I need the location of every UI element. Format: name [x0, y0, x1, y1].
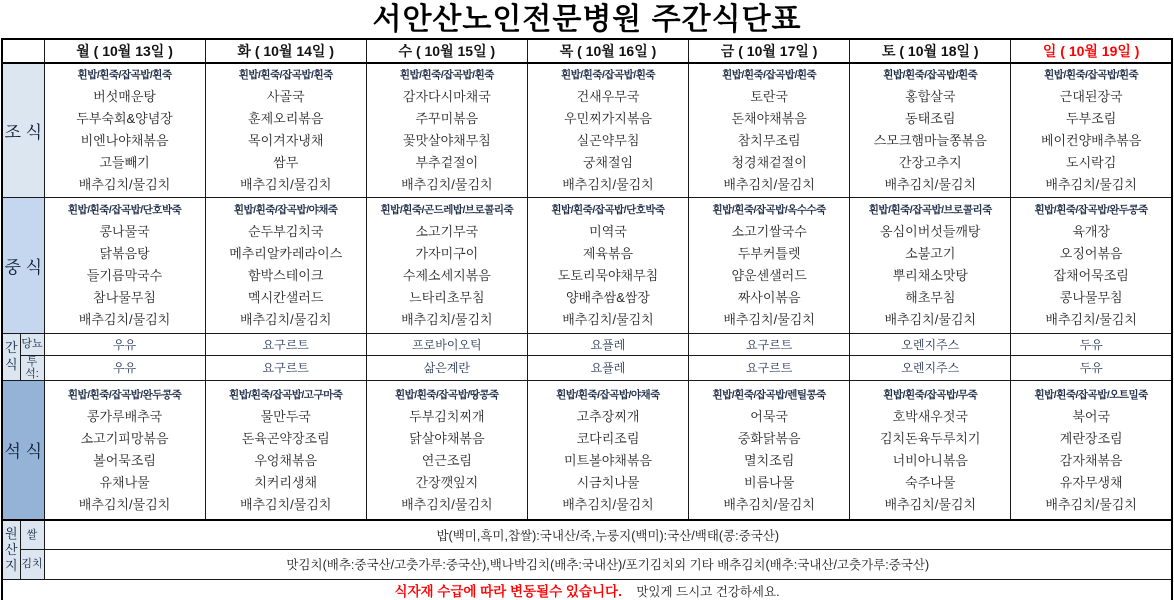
menu-item: 흰밥/흰죽/잡곡밥/옥수수죽	[712, 204, 826, 216]
menu-item: 건새우무국	[576, 89, 640, 105]
corner-cell	[2, 39, 44, 63]
snack-cell-diabetes-tue: 요구르트	[205, 333, 366, 355]
snack-cell-dialysis-thu: 요플레	[527, 355, 688, 380]
menu-item: 흰밥/흰죽/잡곡밥/흰죽	[560, 69, 656, 82]
menu-item: 옹심이버섯들깨탕	[880, 224, 981, 239]
menu-item: 흰밥/흰죽/잡곡밥/흰죽	[399, 69, 494, 82]
menu-item: 오징어볶음	[1059, 246, 1123, 261]
day-header-sun: 일 ( 10월 19일 )	[1011, 39, 1172, 63]
snack-cell-dialysis-sat: 오렌지주스	[850, 355, 1011, 380]
menu-item: 사골국	[266, 89, 305, 105]
menu-item: 흰밥/흰죽/잡곡밥/야채죽	[233, 204, 338, 216]
row-label-breakfast: 조 식	[2, 63, 44, 197]
menu-item: 훈제오리볶음	[248, 111, 324, 127]
menu-item: 콩가루배추국	[86, 408, 163, 424]
menu-item: 궁채절임	[582, 155, 634, 171]
menu-item: 배추김치/물김치	[723, 177, 815, 193]
dinner-row	[2, 380, 1172, 520]
menu-item: 얌운센샐러드	[731, 268, 807, 283]
menu-item: 배추김치/물김치	[239, 312, 332, 327]
menu-item: 근대된장국	[1059, 89, 1123, 105]
snack-cell-diabetes-fri: 요구르트	[689, 333, 850, 355]
menu-item: 꽃맛살야채무침	[402, 133, 491, 149]
menu-cell-dinner-sat	[850, 380, 1011, 520]
menu-item: 목이겨자냉채	[248, 133, 324, 149]
menu-item: 동태조림	[905, 111, 956, 127]
menu-item: 흰밥/흰죽/잡곡밥/브로콜리죽	[868, 204, 992, 216]
menu-item: 우민찌가지볶음	[564, 111, 652, 127]
menu-cell-dinner-mon	[44, 380, 205, 520]
menu-item: 흰밥/흰죽/잡곡밥/흰죽	[238, 69, 333, 82]
menu-item: 흰밥/흰죽/잡곡밥/무죽	[883, 388, 978, 401]
menu-item: 참치무조림	[737, 133, 801, 149]
menu-item: 수제소세지볶음	[402, 268, 491, 283]
menu-item: 느타리초무침	[409, 290, 485, 305]
menu-item: 물만두국	[260, 408, 311, 424]
menu-item: 간장고추지	[898, 155, 962, 171]
menu-item: 감자다시마채국	[402, 89, 491, 105]
menu-item: 흰밥/흰죽/잡곡밥/흰죽	[1044, 69, 1139, 82]
footer-note-red: 식자재 수급에 따라 변동될수 있습니다.	[394, 583, 622, 599]
menu-item: 양배추쌈&쌈장	[565, 290, 650, 305]
menu-item: 흰밥/흰죽/잡곡밥/완두콩죽	[67, 388, 182, 401]
snack-row-dialysis	[2, 355, 1172, 380]
menu-item: 유채나물	[99, 474, 150, 490]
menu-item: 배추김치/물김치	[1045, 312, 1137, 327]
snack-row-diabetes	[2, 333, 1172, 355]
lunch-row	[2, 197, 1172, 333]
menu-item: 볼어묵조림	[93, 452, 156, 468]
menu-item: 연근조림	[421, 452, 472, 468]
menu-item: 흰밥/흰죽/잡곡밥/단호박죽	[67, 204, 182, 216]
menu-item: 배추김치/물김치	[401, 312, 493, 327]
row-label-origin-rice: 쌀	[20, 520, 44, 549]
menu-item: 흰밥/흰죽/잡곡밥/단호박죽	[551, 204, 665, 216]
menu-item: 시금치나물	[576, 474, 640, 490]
menu-item: 간장깻잎지	[415, 474, 479, 490]
menu-item: 배추김치/물김치	[78, 177, 171, 193]
day-header-wed: 수 ( 10월 15일 )	[366, 39, 527, 63]
menu-cell-lunch-sun	[1011, 197, 1172, 333]
menu-item: 흰밥/흰죽/잡곡밥/고구마죽	[229, 388, 343, 401]
menu-item: 해초무침	[905, 290, 956, 305]
menu-item: 배추김치/물김치	[884, 496, 977, 512]
menu-item: 콩나물국	[99, 224, 150, 239]
menu-item: 토란국	[750, 89, 788, 105]
row-label-snack: 간식	[2, 333, 20, 380]
menu-cell-breakfast-sat	[850, 63, 1011, 197]
page-title: 서안산노인전문병원 주간식단표	[372, 3, 802, 36]
menu-item: 소고기피망볶음	[80, 430, 169, 446]
menu-item: 주꾸미볶음	[415, 111, 479, 127]
menu-item: 스모크햄마늘쫑볶음	[873, 133, 987, 149]
menu-item: 배추김치/물김치	[723, 496, 815, 512]
snack-cell-diabetes-sun: 두유	[1011, 333, 1172, 355]
menu-item: 코다리조림	[576, 430, 640, 446]
menu-item: 두부김치찌개	[409, 408, 485, 424]
footer-note-black: 맛있게 드시고 건강하세요.	[636, 584, 780, 599]
menu-item: 비엔나야채볶음	[80, 133, 169, 149]
menu-cell-lunch-tue	[205, 197, 366, 333]
day-header-row	[2, 39, 1172, 63]
snack-cell-diabetes-mon: 우유	[44, 333, 205, 355]
menu-item: 가자미구이	[415, 246, 479, 261]
menu-item: 멸치조림	[744, 452, 795, 468]
breakfast-row	[2, 63, 1172, 197]
menu-item: 부추겉절이	[415, 155, 479, 171]
footer-note	[2, 579, 1172, 600]
menu-item: 배추김치/물김치	[239, 177, 332, 193]
menu-cell-dinner-wed	[366, 380, 527, 520]
row-label-snack-dialysis: 투석:	[20, 355, 44, 380]
day-header-thu: 목 ( 10월 16일 )	[527, 39, 688, 63]
origin-text-rice: 밥(백미,흑미,찹쌀):국내산/죽,누룽지(백미):국산/백태(콩:중국산)	[44, 520, 1172, 549]
menu-cell-lunch-wed	[366, 197, 527, 333]
menu-cell-dinner-tue	[205, 380, 366, 520]
menu-item: 콩나물무침	[1059, 290, 1123, 305]
menu-item: 제육볶음	[582, 246, 634, 261]
menu-item: 실곤약무침	[576, 133, 640, 149]
menu-item: 두부숙회&양념장	[76, 111, 173, 127]
menu-cell-breakfast-mon	[44, 63, 205, 197]
menu-item: 숙주나물	[905, 474, 956, 490]
row-label-origin: 원산지	[2, 520, 20, 579]
menu-item: 미트볼야채볶음	[564, 452, 652, 468]
day-header-tue: 화 ( 10월 14일 )	[205, 39, 366, 63]
menu-item: 닭볶음탕	[99, 246, 150, 261]
menu-item: 두부커틀렛	[737, 246, 801, 261]
menu-item: 소고기무국	[415, 224, 479, 239]
menu-item: 배추김치/물김치	[239, 496, 332, 512]
menu-cell-breakfast-wed	[366, 63, 527, 197]
menu-item: 메추리알카레라이스	[229, 246, 343, 261]
menu-item: 흰밥/흰죽/잡곡밥/완두콩죽	[1034, 204, 1148, 216]
menu-item: 흰밥/흰죽/잡곡밥/야채죽	[556, 388, 660, 401]
snack-cell-dialysis-tue: 요구르트	[205, 355, 366, 380]
snack-cell-dialysis-sun: 두유	[1011, 355, 1172, 380]
menu-cell-lunch-mon	[44, 197, 205, 333]
menu-cell-lunch-sat	[850, 197, 1011, 333]
day-header-fri: 금 ( 10월 17일 )	[689, 39, 850, 63]
menu-item: 김치돈육두루치기	[880, 430, 981, 446]
menu-item: 배추김치/물김치	[401, 177, 493, 193]
menu-item: 북어국	[1072, 408, 1111, 424]
menu-item: 배추김치/물김치	[78, 496, 171, 512]
menu-item: 배추김치/물김치	[884, 312, 977, 327]
menu-item: 흰밥/흰죽/잡곡밥/땅콩죽	[395, 388, 499, 401]
menu-item: 배추김치/물김치	[723, 312, 815, 327]
menu-item: 배추김치/물김치	[401, 496, 493, 512]
menu-item: 흰밥/흰죽/잡곡밥/흰죽	[722, 69, 817, 82]
menu-item: 흰밥/흰죽/잡곡밥/렌틸콩죽	[712, 388, 826, 401]
menu-item: 배추김치/물김치	[78, 312, 171, 327]
snack-cell-diabetes-sat: 오렌지주스	[850, 333, 1011, 355]
menu-item: 도토리묵야채무침	[557, 268, 659, 283]
menu-item: 유자무생채	[1059, 474, 1123, 490]
menu-item: 계란장조림	[1059, 430, 1123, 446]
menu-cell-breakfast-thu	[527, 63, 688, 197]
row-label-origin-kimchi: 김치	[20, 549, 44, 579]
snack-cell-dialysis-wed: 삶은계란	[366, 355, 527, 380]
origin-row-rice	[2, 520, 1172, 549]
snack-cell-diabetes-wed: 프로바이오틱	[366, 333, 527, 355]
menu-item: 어묵국	[750, 408, 788, 424]
menu-item: 뿌리채소맛탕	[892, 268, 968, 283]
snack-cell-diabetes-thu: 요플레	[527, 333, 688, 355]
menu-item: 배추김치/물김치	[562, 312, 654, 327]
menu-item: 흰밥/흰죽/잡곡밥/흰죽	[883, 69, 978, 82]
menu-item: 소불고기	[905, 246, 956, 261]
menu-item: 참나물무침	[93, 290, 156, 305]
day-header-sat: 토 ( 10월 18일 )	[850, 39, 1011, 63]
menu-item: 배추김치/물김치	[884, 177, 977, 193]
snack-cell-dialysis-fri: 요구르트	[689, 355, 850, 380]
menu-cell-breakfast-fri	[689, 63, 850, 197]
menu-item: 두부조림	[1066, 111, 1117, 127]
menu-cell-lunch-fri	[689, 197, 850, 333]
menu-item: 돈육곤약장조림	[241, 430, 330, 446]
menu-item: 미역국	[589, 224, 627, 239]
snack-cell-dialysis-mon: 우유	[44, 355, 205, 380]
menu-item: 고들빼기	[99, 155, 150, 171]
weekly-menu-table	[1, 38, 1173, 600]
menu-item: 쌈무	[273, 155, 299, 171]
menu-cell-lunch-thu	[527, 197, 688, 333]
menu-item: 돈채야채볶음	[731, 111, 807, 127]
day-header-mon: 월 ( 10월 13일 )	[44, 39, 205, 63]
menu-item: 도시락김	[1066, 155, 1117, 171]
menu-item: 감자채볶음	[1059, 452, 1123, 468]
footer-row	[2, 579, 1172, 600]
origin-row-kimchi	[2, 549, 1172, 579]
menu-cell-breakfast-sun	[1011, 63, 1172, 197]
menu-item: 들기름막국수	[86, 268, 163, 283]
row-label-lunch: 중 식	[2, 197, 44, 333]
menu-cell-breakfast-tue	[205, 63, 366, 197]
menu-item: 함박스테이크	[248, 268, 324, 283]
menu-item: 배추김치/물김치	[562, 496, 654, 512]
menu-item: 우엉채볶음	[254, 452, 318, 468]
menu-item: 중화닭볶음	[737, 430, 801, 446]
menu-item: 순두부김치국	[248, 224, 324, 239]
menu-item: 배추김치/물김치	[562, 177, 654, 193]
menu-item: 육개장	[1072, 224, 1111, 239]
menu-item: 흰밥/흰죽/잡곡밥/오트밀죽	[1034, 388, 1148, 401]
menu-item: 짜사이볶음	[737, 290, 801, 305]
row-label-dinner: 석 식	[2, 380, 44, 520]
menu-item: 흰밥/흰죽/잡곡밥/흰죽	[77, 69, 172, 82]
menu-item: 버섯매운탕	[93, 89, 156, 105]
menu-cell-dinner-fri	[689, 380, 850, 520]
origin-text-kimchi: 맛김치(배추:중국산/고춧가루:중국산),백나박김치(배추:국내산)/포기김치외 기타 배추김치(배추:국내산/고춧가루:중국산)	[44, 549, 1172, 579]
menu-item: 고추장찌개	[576, 408, 640, 424]
menu-item: 멕시칸샐러드	[248, 290, 324, 305]
menu-item: 소고기쌀국수	[731, 224, 807, 239]
menu-cell-dinner-sun	[1011, 380, 1172, 520]
menu-cell-dinner-thu	[527, 380, 688, 520]
menu-item: 베이컨양배추볶음	[1040, 133, 1142, 149]
menu-item: 호박새우젓국	[892, 408, 968, 424]
menu-item: 잡채어묵조림	[1053, 268, 1129, 283]
menu-item: 비름나물	[744, 474, 795, 490]
menu-item: 흰밥/흰죽/곤드레밥/브로콜리죽	[380, 204, 514, 216]
menu-item: 치커리생채	[254, 474, 318, 490]
menu-item: 배추김치/물김치	[1045, 177, 1137, 193]
menu-item: 청경채겉절이	[731, 155, 807, 171]
menu-item: 닭살야채볶음	[409, 430, 485, 446]
menu-item: 배추김치/물김치	[1045, 496, 1137, 512]
row-label-snack-diabetes: 당뇨	[20, 333, 44, 355]
menu-item: 홍합살국	[905, 89, 956, 105]
menu-item: 너비아니볶음	[892, 452, 968, 468]
